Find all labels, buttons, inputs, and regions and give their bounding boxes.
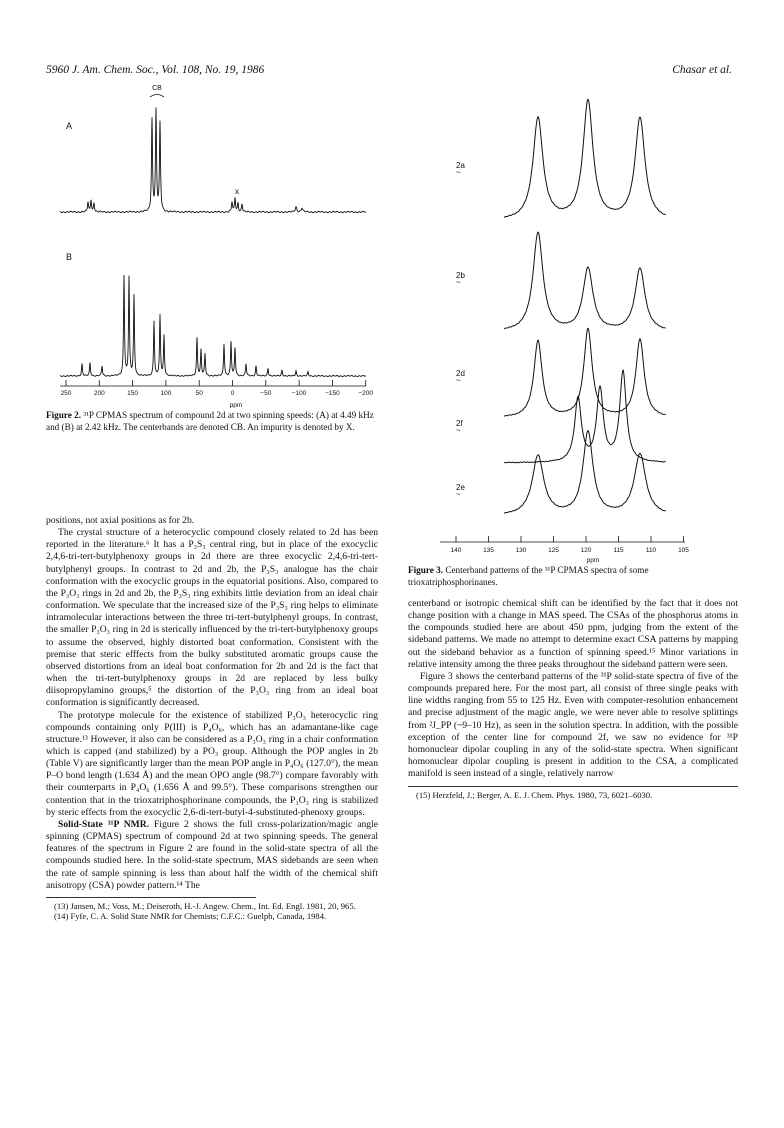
fig3-axis-tick-label: 125 (548, 547, 559, 554)
fig3-axis-tick-label: 105 (678, 547, 689, 554)
paragraph-text: Figure 2 shows the full cross-polarization/magic angle spinning (CPMAS) spectrum of compound 2d at two spinning speeds. The general features of the spectrum in Figure 2 are found in the solid-state spectra of all the compounds studied here. In the solid-state spectrum, MAS sidebands are seen when the rate of sample spinning is less than about half the width of the chemical shift anisotropy (CSA) powder pattern.¹⁴ The (46, 818, 379, 891)
footnote-13: (13) Jansen, M.; Voss, M.; Deiseroth, H.-J. Angew. Chem., Int. Ed. Engl. 1981, 20, 965. (54, 900, 356, 911)
fig2-axis-tick-label: 150 (127, 390, 139, 397)
figure-3-caption-text: Centerband patterns of the ³¹P CPMAS spectra of some trioxatriphosphorinanes. (408, 565, 649, 587)
fig3-trace-line (504, 232, 666, 329)
fig3-axis-tick-label: 110 (645, 547, 657, 554)
running-header-journal: 5960 J. Am. Chem. Soc., Vol. 108, No. 19, 1986 (46, 64, 265, 76)
fig3-trace-mark: ~ (456, 426, 461, 435)
fig3-trace-2b (456, 232, 666, 329)
paragraph: The crystal structure of a heterocyclic compound closely related to 2d has been reported in the literature.⁶ It has a P₃S₃ central ring, but in place of the exocyclic 2,4,6-tri-tert-butylphenoxy groups in 2d there are three exocyclic 2,4,6-tri-tert-butylphenyl groups. In contrast to 2d and 2b, the P₃S₃ analogue has the chair conformation with the exocyclic groups in the equatorial positions. Also, compared to the P₃O₃ rings in 2d and 2b, the P₃S₃ ring exhibits little deviation from an ideal chair conformation. We speculate that the increased size of the P₃S₃ ring helps to eliminate intramolecular interactions between the three tri-tert-butylphenyl groups. In contrast, the smaller P₃O₃ ring in 2d is sterically influenced by the tri-tert-butylphenoxy groups to assume the observed, highly distorted boat conformation. Consistent with the premise that steric efffects from the bulky substituted aromatic groups cause the observed distortions from an ideal boat conformation for 2b and 2d is the fact that when the tri-tert-butylphenoxy groups in 2d are replaced by less bulky diisopropylamino groups,⁵ the distortion of the P₃O₃ ring from an ideal boat conformation is significantly decreased. (46, 527, 378, 709)
figure-3-centerbands (440, 78, 690, 566)
fig2-axis-tick-label: −200 (358, 390, 374, 397)
fig2-cb-bracket (150, 95, 164, 98)
footnote-15: (15) Herzfeld, J.; Berger, A. E. J. Chem. Phys. 1980, 73, 6021–6030. (416, 790, 653, 801)
fig3-trace-mark: ~ (456, 168, 461, 177)
fig3-trace-label: 2e (456, 483, 465, 492)
fig3-trace-label: 2d (456, 369, 465, 378)
fig2-label-cb: CB (152, 85, 162, 92)
fig3-trace-label: 2f (456, 419, 463, 428)
fig3-trace-line (504, 431, 666, 514)
paragraph: centerband or isotropic chemical shift can be identified by the fact that it does not change position with a change in MAS speed. The CSAs of the phosphorus atoms in the compounds studied here are about 450 ppm, judging from the extent of the sideband patterns. We made no attempt to determine exact CSA patterns by mapping out the sideband behavior as a function of spinning speed.¹⁵ Minor variations in relative intensity among the three peaks throughout the sideband pattern were seen. (408, 598, 738, 670)
fig3-axis-tick-label: 120 (580, 547, 592, 554)
fig3-trace-2e (456, 431, 666, 514)
fig2-axis-tick-label: −150 (325, 390, 340, 397)
figure-2-caption-label: Figure 2. (46, 410, 82, 420)
fig2-axis-unit: ppm (229, 402, 243, 408)
fig3-ppm-axis (440, 536, 689, 554)
fig3-trace-mark: ~ (456, 490, 461, 499)
fig2-axis-tick-label: −50 (260, 390, 272, 397)
fig3-trace-stack (456, 99, 666, 513)
fig2-label-x: x (235, 187, 239, 196)
footnote-14: (14) Fyfe, C. A. Solid State NMR for Chemists; C.F.C.: Guelph, Canada, 1984. (54, 911, 327, 922)
fig3-axis-unit: ppm (586, 557, 600, 564)
figure-3-caption-label: Figure 3. (408, 565, 444, 575)
fig2-axis-tick-label: −100 (291, 390, 307, 397)
running-header-authors: Chasar et al. (672, 64, 732, 76)
footnote-rule (46, 897, 256, 898)
right-text-column (408, 598, 738, 801)
fig3-axis-tick-label: 115 (613, 547, 624, 554)
fig3-trace-label: 2a (456, 161, 465, 170)
section-heading: Solid-State ³¹P NMR. (58, 818, 150, 830)
fig2-spectrum-a-trace (60, 107, 366, 212)
fig3-axis-tick-label: 130 (515, 547, 527, 554)
fig2-spectrum-b-trace (60, 275, 366, 377)
fig3-axis-tick-label: 135 (483, 547, 494, 554)
left-text-column (46, 515, 378, 922)
fig3-trace-2a (456, 99, 666, 217)
paragraph-solid-state-nmr (46, 819, 378, 892)
fig3-trace-mark: ~ (456, 278, 461, 287)
fig3-trace-label: 2b (456, 271, 465, 280)
fig2-label-a: A (66, 121, 73, 131)
figure-3-caption (408, 565, 738, 588)
paragraph: positions, not axial positions as for 2b. (46, 515, 195, 526)
fig2-axis-tick-label: 200 (93, 390, 105, 397)
figure-2-caption (46, 410, 378, 433)
fig2-ppm-axis (60, 380, 373, 397)
figure-2-spectrum (46, 80, 386, 408)
fig3-trace-line (504, 328, 666, 416)
fig3-trace-mark: ~ (456, 376, 461, 385)
fig3-axis-tick-label: 140 (450, 547, 462, 554)
fig2-axis-tick-label: 100 (160, 390, 172, 397)
fig2-label-b: B (66, 252, 73, 262)
fig3-trace-2d (456, 328, 666, 416)
fig2-axis-tick-label: 250 (60, 390, 72, 397)
fig3-trace-line (504, 99, 666, 217)
footnote-rule (408, 786, 738, 787)
fig2-axis-tick-label: 0 (230, 390, 235, 397)
figure-2-caption-text: ³¹P CPMAS spectrum of compound 2d at two spinning speeds: (A) at 4.49 kHz and (B) at 2.42 kHz. The centerbands are denoted CB. An impurity is denoted by X. (46, 410, 374, 432)
paragraph: Figure 3 shows the centerband patterns of the ³¹P solid-state spectra of five of the compounds prepared here. For the most part, all consist of three single peaks with line widths ranging from 55 to 125 Hz. Even with computer-resolution enhancement and precise adjustment of the magic angle, we were never able to resolve splittings from ²J_PP (~9–10 Hz), as seen in the solution spectra. In addition, with the possible exception of the center line for compound 2f, we saw no evidence for ³¹P homonuclear dipolar coupling in any of the solid-state spectra. When significant homonuclear dipolar coupling is present in addition to the CSA, a complicated manifold is seen instead of a single, relatively narrow (408, 670, 738, 780)
paragraph: The prototype molecule for the existence of stabilized P₃O₃ heterocyclic ring compounds containing only P(III) is P₄O₆, which has an adamantane-like cage structure.¹³ However, it also can be considered as a P₃O₃ ring in a chair conformation which is capped (and stabilized) by a PO₃ group. Although the POP angles in 2b (Table V) are significantly larger than the mean POP angle in P₄O₆ (127.0°), the mean P–O bond length (1.634 Å) and the mean OPO angle (98.7°) compare favorably with their counterparts in P₄O₆ (1.656 Å and 99.5°). These comparisons strengthen our contention that in the trioxatriphosphorinane compounds, the P₃O₃ ring is stabilized by steric effects from the exocyclic 2,6-di-tert-butyl-4-substituted-phenoxy groups. (46, 709, 378, 818)
fig2-axis-tick-label: 50 (195, 390, 203, 397)
